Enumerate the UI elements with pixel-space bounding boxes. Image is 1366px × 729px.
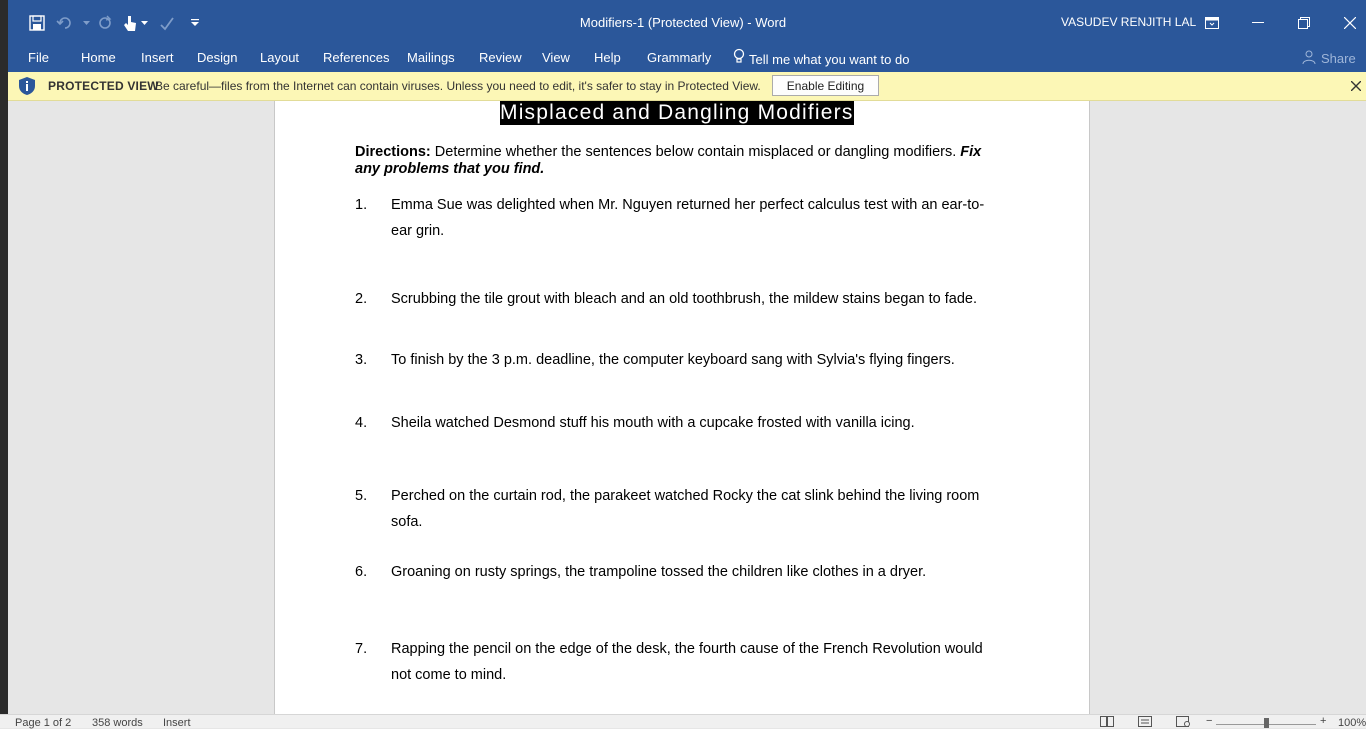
tab-help[interactable]: Help [594,50,621,65]
zoom-out-icon[interactable]: − [1206,715,1213,727]
item-text: Sheila watched Desmond stuff his mouth with a cupcake frosted with vanilla icing. [391,415,915,431]
minimize-icon[interactable] [1245,10,1271,36]
shield-info-icon [17,76,37,99]
touch-mode-icon[interactable] [122,12,138,34]
redo-icon[interactable] [94,12,116,34]
ribbon-display-options-icon[interactable] [1199,10,1225,36]
tab-mailings[interactable]: Mailings [407,50,455,65]
print-layout-icon[interactable] [1138,716,1152,727]
quick-access-toolbar [26,12,212,34]
directions-paragraph [355,144,995,178]
enable-editing-button[interactable]: Enable Editing [772,75,879,96]
person-icon [1302,50,1316,67]
read-mode-icon[interactable] [1100,716,1114,727]
word-count[interactable]: 358 words [92,717,143,729]
zoom-in-icon[interactable]: + [1320,715,1327,727]
customize-toolbar-icon[interactable] [184,12,206,34]
chevron-down-icon[interactable] [140,12,148,34]
lightbulb-icon [733,48,745,69]
item-number: 7. [355,641,368,657]
save-icon[interactable] [26,12,48,34]
item-text: Perched on the curtain rod, the parakeet watched Rocky the cat slink behind the living room sofa. [391,488,980,530]
tab-file[interactable]: File [28,50,49,65]
window-edge [0,0,8,728]
undo-icon[interactable] [54,12,76,34]
chevron-down-icon[interactable] [82,12,90,34]
tab-review[interactable]: Review [479,50,522,65]
tab-grammarly[interactable]: Grammarly [647,50,712,65]
protected-view-bar [0,72,1366,101]
directions-label: Directions: [355,144,431,160]
document-heading: Misplaced and Dangling Modifiers [500,101,854,124]
tell-me-search[interactable] [733,48,909,69]
tab-design[interactable]: Design [197,50,238,65]
item-number: 6. [355,564,368,580]
zoom-slider-thumb[interactable] [1264,718,1269,728]
item-text: Emma Sue was delighted when Mr. Nguyen returned her perfect calculus test with an ear-to-ear grin. [391,197,985,239]
user-name[interactable]: VASUDEV RENJITH LAL [1061,15,1197,29]
item-number: 4. [355,415,368,431]
ribbon-tabs [0,46,1366,72]
tab-home[interactable]: Home [81,50,116,65]
status-bar [0,714,1366,728]
web-layout-icon[interactable] [1176,716,1190,727]
tab-insert[interactable]: Insert [141,50,174,65]
item-text: Rapping the pencil on the edge of the desk, the fourth cause of the French Revolution would not come to mind. [391,641,983,683]
page-count[interactable]: Page 1 of 2 [15,717,72,729]
directions-emphasis: Fix any problems that you find. [355,144,982,177]
share-button[interactable] [1302,50,1356,67]
document-page[interactable] [274,101,1090,715]
item-text: To finish by the 3 p.m. deadline, the computer keyboard sang with Sylvia's flying fingers. [391,352,955,368]
zoom-level[interactable]: 100% [1338,717,1366,729]
title-bar [0,0,1366,46]
window-title: Modifiers-1 (Protected View) - Word [579,15,787,30]
item-number: 5. [355,488,368,504]
restore-icon[interactable] [1291,10,1317,36]
item-number: 2. [355,291,368,307]
tab-view[interactable]: View [542,50,570,65]
item-text: Groaning on rusty springs, the trampoline tossed the children like clothes in a dryer. [391,564,927,580]
tab-layout[interactable]: Layout [260,50,300,65]
directions-text: Determine whether the sentences below contain misplaced or dangling modifiers. [430,144,961,160]
item-text: Scrubbing the tile grout with bleach and an old toothbrush, the mildew stains began to fade. [391,291,978,307]
close-window-icon[interactable] [1337,10,1363,36]
protected-view-message: Be careful—files from the Internet can contain viruses. Unless you need to edit, it's safer to stay in Protected View. [155,79,761,93]
tell-me-text: Tell me what you want to do [749,52,910,67]
spelling-check-icon[interactable] [156,12,178,34]
protected-view-label: PROTECTED VIEW [48,79,159,93]
item-number: 3. [355,352,368,368]
close-icon[interactable] [1351,80,1361,94]
tab-references[interactable]: References [323,50,390,65]
share-label: Share [1321,51,1356,66]
insert-mode[interactable]: Insert [163,717,191,729]
item-number: 1. [355,197,368,213]
